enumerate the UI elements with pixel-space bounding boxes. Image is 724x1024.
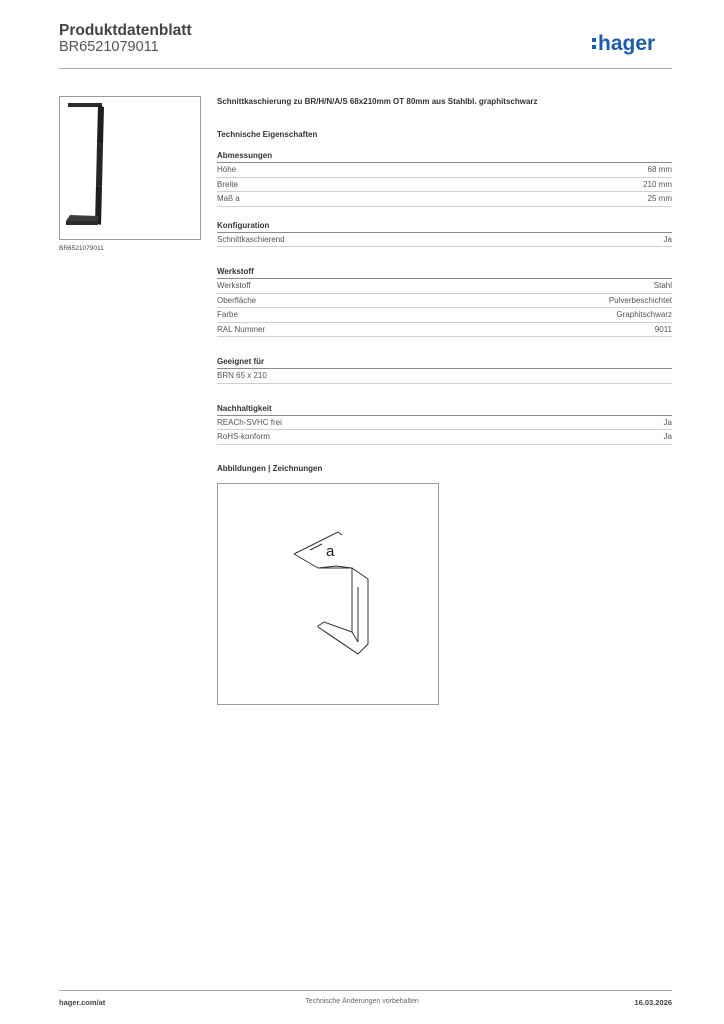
table-row: RAL Nummer 9011	[217, 323, 672, 338]
section-title: Werkstoff	[217, 267, 672, 279]
footer-date: 16.03.2026	[634, 998, 672, 1007]
technical-heading: Technische Eigenschaften	[217, 130, 318, 139]
hager-logo	[592, 30, 672, 56]
footer-website: hager.com/at	[59, 998, 106, 1007]
footer-notice: Technische Änderungen vorbehalten	[305, 998, 419, 1005]
section-title: Konfiguration	[217, 221, 672, 233]
section-suitable-for	[217, 357, 672, 384]
technical-drawing	[217, 483, 439, 705]
section-dimensions	[217, 151, 672, 207]
footer-divider	[59, 990, 672, 991]
brand-name: hager	[598, 32, 656, 55]
main-content	[217, 96, 672, 473]
section-title: Abmessungen	[217, 151, 672, 163]
section-title: Nachhaltigkeit	[217, 404, 672, 416]
drawing-image	[218, 484, 438, 704]
product-image	[60, 97, 200, 239]
dimension-label: a	[326, 543, 335, 560]
section-sustainability	[217, 404, 672, 445]
table-row: Farbe Graphitschwarz	[217, 308, 672, 323]
photo-caption: BR6521079011	[59, 245, 104, 252]
table-row: Schnittkaschierend Ja	[217, 233, 672, 248]
table-row: BRN 65 x 210	[217, 369, 672, 384]
table-row: Maß a 25 mm	[217, 192, 672, 207]
table-row: Werkstoff Stahl	[217, 279, 672, 294]
table-row: REACh-SVHC frei Ja	[217, 416, 672, 431]
product-description: Schnittkaschierung zu BR/H/N/A/S 68x210mm OT 80mm aus Stahlbl. graphitschwarz	[217, 97, 538, 106]
table-row: RoHS-konform Ja	[217, 430, 672, 445]
page-title: Produktdatenblatt	[59, 22, 192, 39]
table-row: Breite 210 mm	[217, 178, 672, 193]
section-title: Geeignet für	[217, 357, 672, 369]
section-material	[217, 267, 672, 337]
drawings-heading: Abbildungen | Zeichnungen	[217, 463, 323, 473]
table-row: Höhe 68 mm	[217, 163, 672, 178]
section-configuration	[217, 221, 672, 248]
table-row: Oberfläche Pulverbeschichtet	[217, 294, 672, 309]
header-divider	[59, 68, 672, 69]
product-photo	[59, 96, 201, 240]
article-number: BR6521079011	[59, 39, 159, 55]
